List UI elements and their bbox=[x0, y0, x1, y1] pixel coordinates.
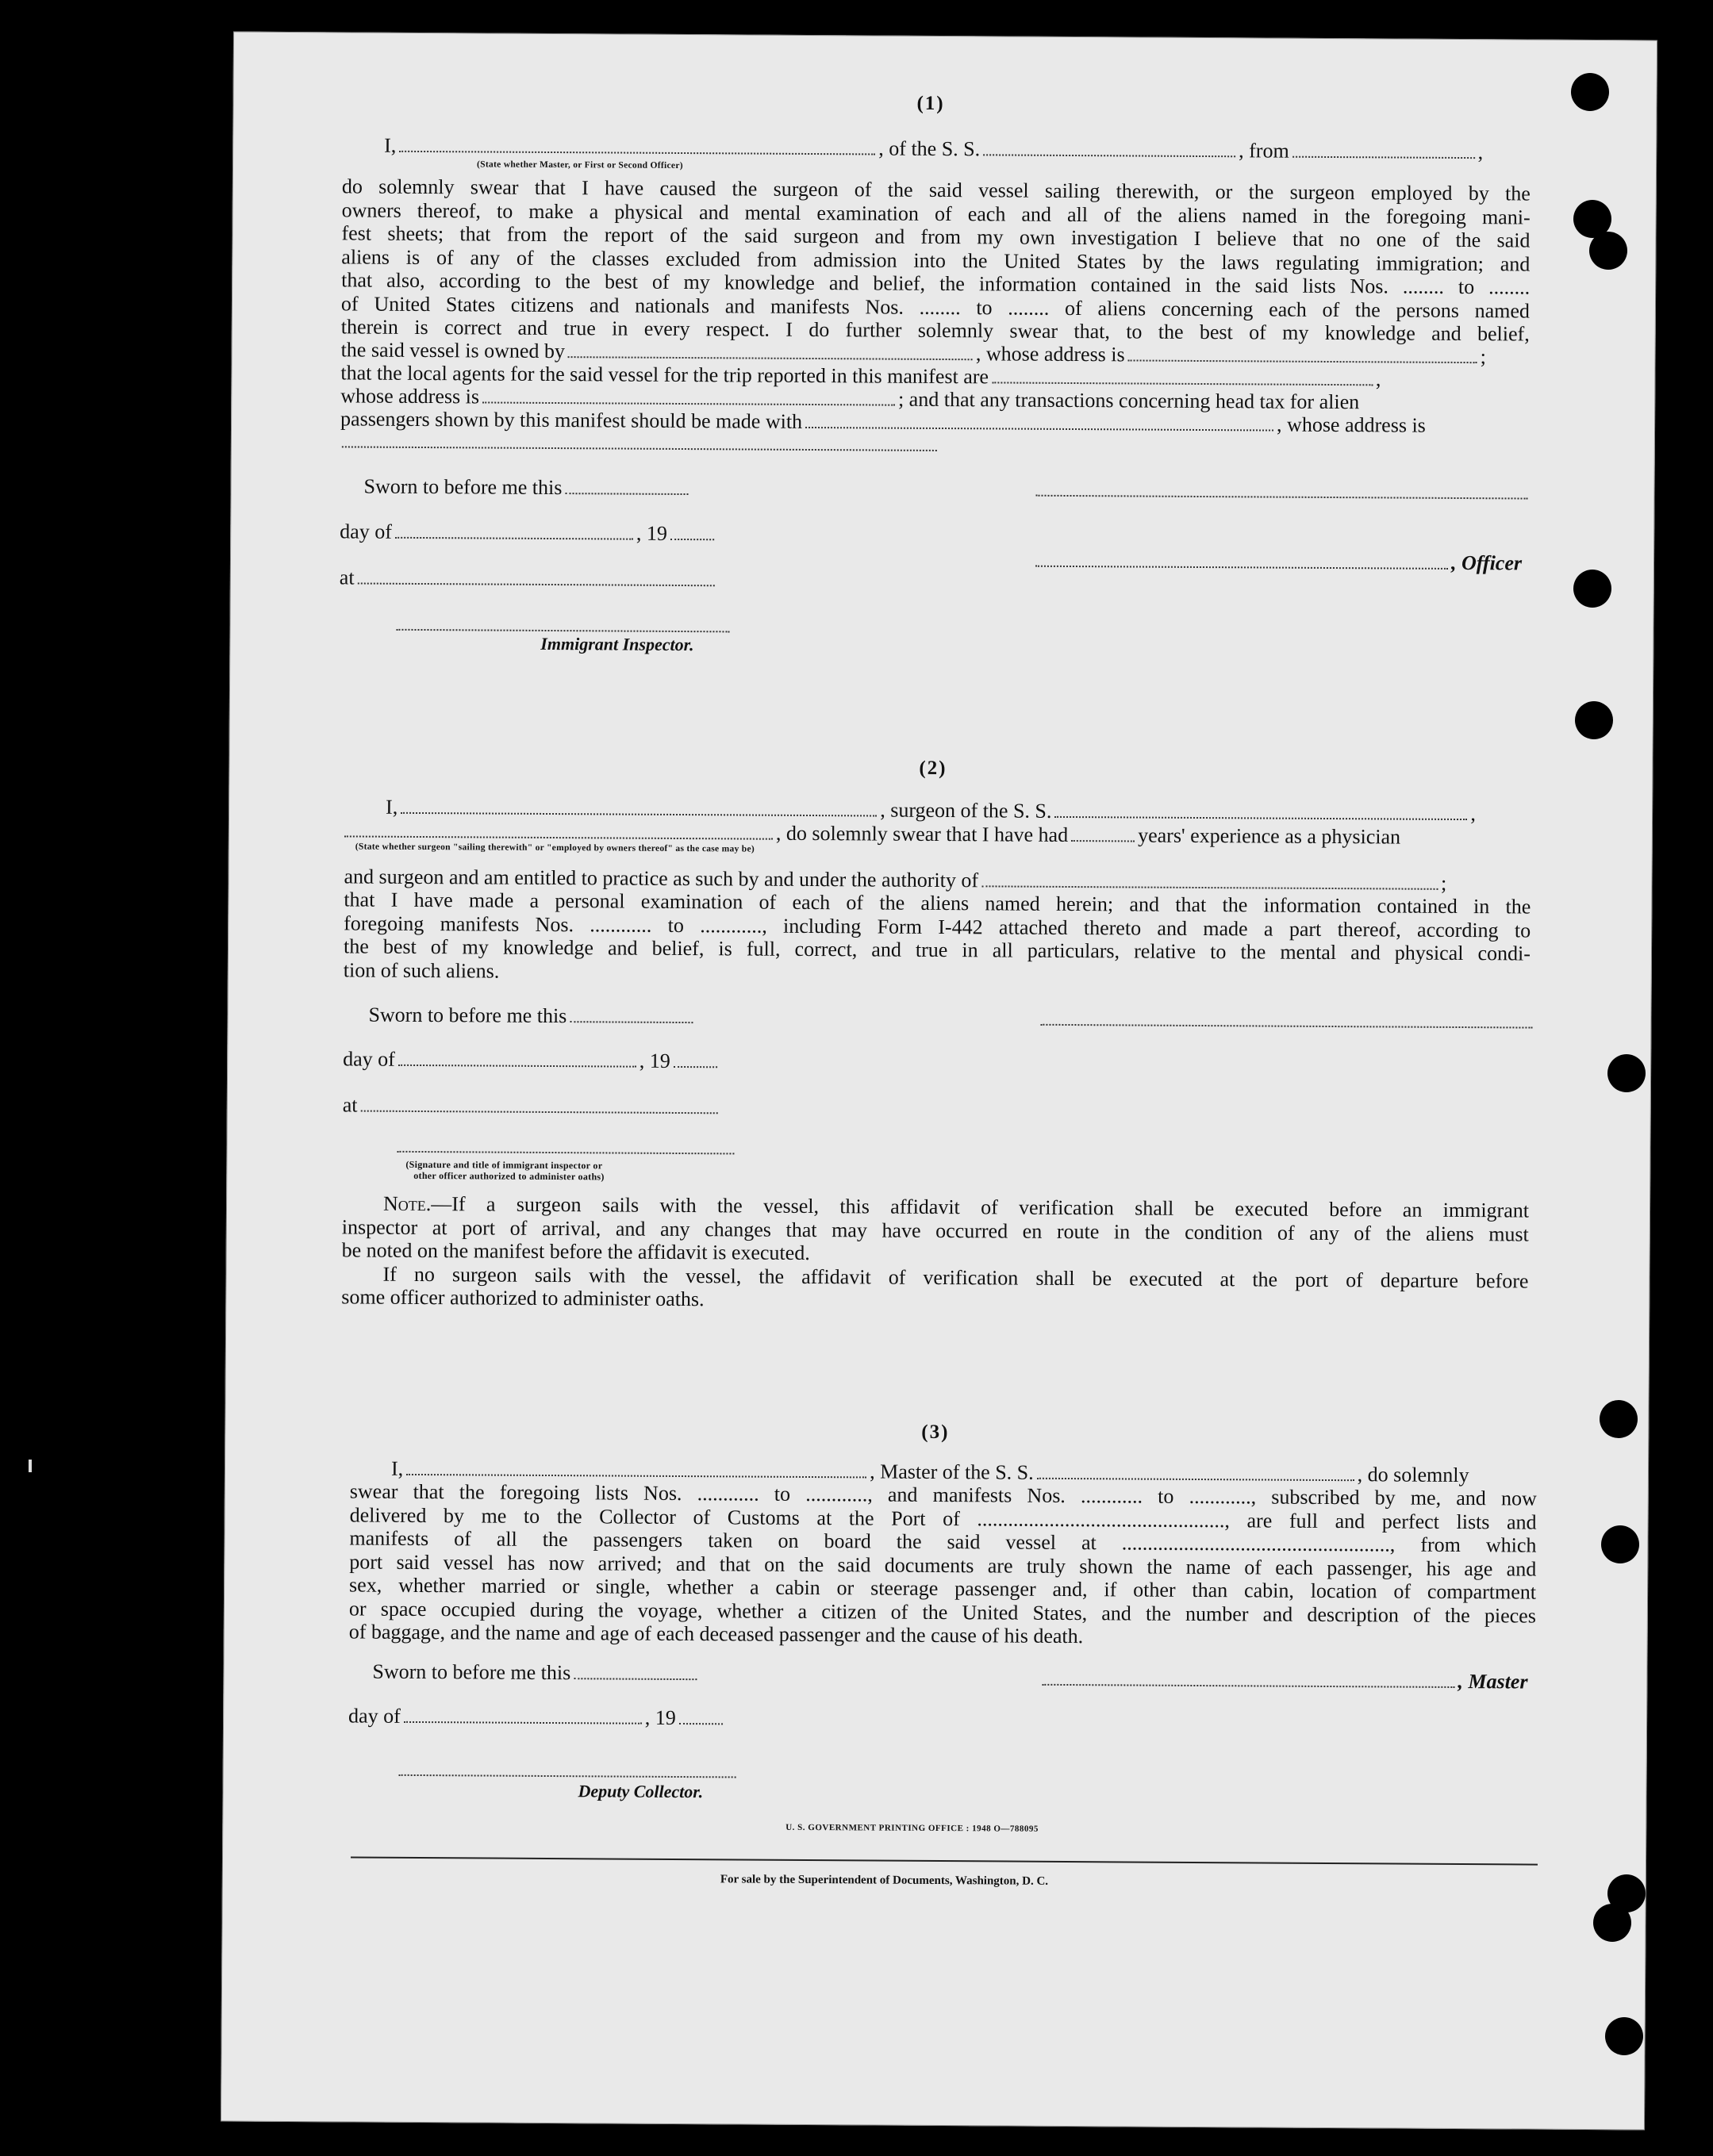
s1-whose-line: whose address is ; and that any transactions concerning head tax for alien bbox=[340, 384, 1360, 414]
punch-hole bbox=[1573, 570, 1611, 608]
s3-dayof-line: day of , 19 bbox=[348, 1704, 726, 1730]
s3-paragraph: swear that the foregoing lists Nos. ............ to ............, and manifests Nos. ............ to ............, subscribed by me, and now delivered by me to the Collector of Customs at the Port of ................................................, are full and perfect lists and manifests of all the passengers taken on board the said vessel at ...................................................., from which port said vessel has now arrived; and that on the said documents are truly shown the name of each passenger, his age and sex, whether married or single, whether a cabin or steerage passenger and, if other than cabin, location of compartment or space occupied during the voyage, whether a citizen of the United States, and the number and description of the pieces of baggage, and the name and age of each deceased passenger and the cause of his death. bbox=[348, 1479, 1537, 1648]
s1-inspector-blank bbox=[396, 629, 729, 633]
s1-owned-line: the said vessel is owned by , whose address is ; bbox=[340, 338, 1487, 369]
s2-at-line: at bbox=[343, 1093, 721, 1119]
punch-hole bbox=[1593, 1904, 1631, 1942]
s2-line-2: , do solemnly swear that I have had years' experience as a physician bbox=[344, 819, 1400, 849]
punch-hole bbox=[1600, 1400, 1638, 1438]
s2-note: Note.—If a surgeon sails with the vessel, this affidavit of verification shall be executed before an immigrant inspector at port of arrival, and any changes that may have occurred en route in the condition of any of the aliens must be noted on the manifest before the affidavit is executed. If no surgeon sails with the vessel, the affidavit of verification shall be executed at the port of departure before some officer authorized to administer oaths. bbox=[341, 1191, 1530, 1311]
punch-hole bbox=[1589, 232, 1627, 270]
s2-paragraph: that I have made a personal examination of each of the aliens named herein; and that the information contained in the foregoing manifests Nos. ............ to ............, including Form I-442 attached thereto and made a part thereof, according to the best of my knowledge and belief, is full, correct, and true in all particulars, relative to the mental and physical condi- tion of such aliens. bbox=[343, 888, 1531, 983]
scan-artifact bbox=[29, 1460, 32, 1472]
s3-master-line: , Master bbox=[1042, 1667, 1527, 1694]
footer-rule bbox=[351, 1856, 1538, 1865]
s2-sworn-line: Sworn to before me this bbox=[368, 1003, 696, 1030]
form-page bbox=[221, 32, 1657, 2131]
s1-at-line: at bbox=[340, 566, 718, 592]
s1-address-blank bbox=[342, 446, 937, 451]
s2-line-3: and surgeon and am entitled to practice as such by and under the authority of ; bbox=[344, 865, 1447, 895]
s1-agents-line: that the local agents for the said vessel for the trip reported in this manifest are , bbox=[340, 361, 1381, 391]
s3-sworn-line: Sworn to before me this bbox=[372, 1660, 700, 1686]
s2-dayof-line: day of , 19 bbox=[343, 1047, 720, 1073]
s1-inspector-label: Immigrant Inspector. bbox=[540, 633, 694, 655]
punch-hole bbox=[1575, 701, 1613, 739]
s2-line-1: I, , surgeon of the S. S. , bbox=[386, 795, 1477, 826]
s1-sworn-line: Sworn to before me this bbox=[363, 475, 691, 501]
punch-hole bbox=[1571, 73, 1609, 111]
s2-inspector-blank bbox=[397, 1151, 734, 1155]
punch-hole bbox=[1605, 2017, 1643, 2055]
s1-signature-blank bbox=[1036, 495, 1528, 500]
s1-officer-hint: (State whether Master, or First or Second Officer) bbox=[477, 159, 683, 171]
s3-deputy-label: Deputy Collector. bbox=[578, 1781, 704, 1802]
s1-line-1: I, , of the S. S. , from , bbox=[384, 133, 1484, 164]
section-3-number: (3) bbox=[921, 1421, 950, 1444]
gpo-imprint: U. S. GOVERNMENT PRINTING OFFICE : 1948 O—788095 bbox=[785, 1822, 1039, 1834]
s3-line-1: I, , Master of the S. S. , do solemnly bbox=[390, 1456, 1469, 1487]
s1-dayof-line: day of , 19 bbox=[340, 520, 717, 546]
s1-officer-line: , Officer bbox=[1035, 549, 1522, 576]
s1-paragraph: do solemnly swear that I have caused the surgeon of the said vessel sailing therewith, or the surgeon employed by the owners thereof, to make a physical and mental examination of each and all of the aliens named in the foregoing mani- fest sheets; that from the report of the said surgeon and from my own investigation I believe that no one of the said aliens is of any of the classes excluded from admission into the United States by the laws regulating immigration; and that also, according to the best of my knowledge and belief, the information contained in the said lists Nos. ........ to ........ of United States citizens and nationals and manifests Nos. ........ to ........ of aliens concerning each of the persons named therein is correct and true in every respect. I do further solemnly swear that, to the best of my knowledge and belief, bbox=[340, 175, 1531, 346]
section-1-number: (1) bbox=[916, 92, 945, 115]
s3-deputy-blank bbox=[399, 1774, 736, 1778]
s2-sig-hint-2: other officer authorized to administer oaths) bbox=[413, 1169, 605, 1183]
s2-signature-blank bbox=[1040, 1024, 1532, 1029]
s2-surgeon-hint: (State whether surgeon "sailing therewith" or "employed by owners thereof" as the case may be) bbox=[355, 842, 755, 854]
section-2-number: (2) bbox=[919, 757, 947, 780]
punch-hole bbox=[1601, 1525, 1639, 1563]
sale-notice: For sale by the Superintendent of Documents, Washington, D. C. bbox=[720, 1873, 1049, 1888]
s2-sig-hint-1: (Signature and title of immigrant inspector or bbox=[405, 1158, 603, 1172]
note-label: Note. bbox=[382, 1191, 432, 1216]
punch-hole bbox=[1607, 1054, 1646, 1092]
s1-passengers-line: passengers shown by this manifest should be made with , whose address is bbox=[340, 407, 1426, 437]
